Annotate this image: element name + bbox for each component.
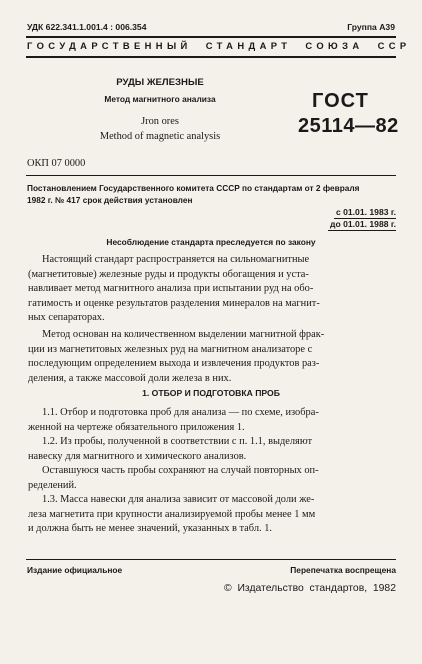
text-line: 1.1. Отбор и подготовка проб для анализа — по схеме, изобра-: [42, 407, 319, 418]
clause-1-2: [28, 435, 398, 464]
gost-number: 25114—82: [298, 115, 399, 137]
footer-rule: [26, 559, 396, 560]
text-line: Оставшуюся часть пробы сохраняют на случай повторных оп-: [42, 465, 319, 476]
copyright: © Издательство стандартов, 1982: [224, 583, 396, 594]
document-title: РУДЫ ЖЕЛЕЗНЫЕ: [116, 77, 204, 88]
header-rule-top: [26, 36, 396, 38]
text-line: Настоящий стандарт распространяется на сильномагнитные: [42, 254, 310, 265]
validity-to: до 01.01. 1988 г.: [330, 219, 396, 229]
text-line: 1.2. Из пробы, полученной в соответствии с п. 1.1, выделяют: [42, 436, 312, 447]
text-line: Метод основан на количественном выделении магнитной фрак-: [42, 329, 325, 340]
standard-title: ГОСУДАРСТВЕННЫЙ СТАНДАРТ СОЮЗА ССР: [27, 40, 411, 51]
gost-label: ГОСТ: [312, 90, 369, 112]
text-line: ных сепараторах.: [28, 312, 105, 324]
decree-line-2: 1982 г. № 417 срок действия установлен: [27, 195, 193, 205]
text-line: ции из магнетитовых железных руд на магнитном анализаторе с: [28, 343, 313, 355]
group-code: Группа А39: [347, 22, 395, 32]
subtitle-english: Method of magnetic analysis: [99, 131, 221, 142]
text-line: и должна быть не менее значений, указанных в табл. 1.: [28, 523, 272, 535]
header-rule-bottom: [26, 56, 396, 58]
text-line: навеску для магнитного и химического анализов.: [28, 450, 247, 462]
legal-notice: Несоблюдение стандарта преследуется по закону: [106, 237, 316, 247]
validity-from: с 01.01. 1983 г.: [335, 207, 396, 217]
text-line: (магнетитовые) железные руды и продукты обогащения и уста-: [28, 268, 309, 280]
decree-line-1: Постановлением Государственного комитета СССР по стандартам от 2 февраля: [27, 183, 360, 193]
text-line: женной на чертеже обязательного приложения 1.: [28, 421, 245, 433]
text-line: гатимость и оценке результатов разделения минералов на магнит-: [28, 297, 320, 309]
text-line: 1.3. Масса навески для анализа зависит от массовой доли же-: [42, 494, 315, 505]
reprint-prohibited: Перепечатка воспрещена: [290, 565, 396, 575]
official-edition: Издание официальное: [27, 565, 123, 575]
intro-paragraph-2: [28, 328, 398, 386]
intro-paragraph-1: [28, 253, 398, 326]
clause-1-1: [28, 406, 398, 435]
text-line: деления, а также массовой доли железа в них.: [28, 372, 232, 384]
text-line: леза магнетита при крупности анализируемой пробы менее 1 мм: [28, 508, 316, 520]
udk-code: УДК 622.341.1.001.4 : 006.354: [27, 22, 147, 32]
text-line: навливает метод магнитного анализа при испытании руд на обо-: [28, 283, 314, 295]
clause-1-2-note: [28, 464, 398, 493]
text-line: последующим определением выхода и извлечения продуктов раз-: [28, 358, 320, 370]
text-line: ределений.: [28, 479, 77, 491]
title-english: Jron ores: [141, 116, 179, 127]
clause-1-3: [28, 493, 398, 537]
okp-code: ОКП 07 0000: [27, 158, 86, 169]
section-heading: 1. ОТБОР И ПОДГОТОВКА ПРОБ: [142, 388, 280, 398]
document-subtitle: Метод магнитного анализа: [104, 94, 216, 104]
title-rule: [26, 175, 396, 176]
